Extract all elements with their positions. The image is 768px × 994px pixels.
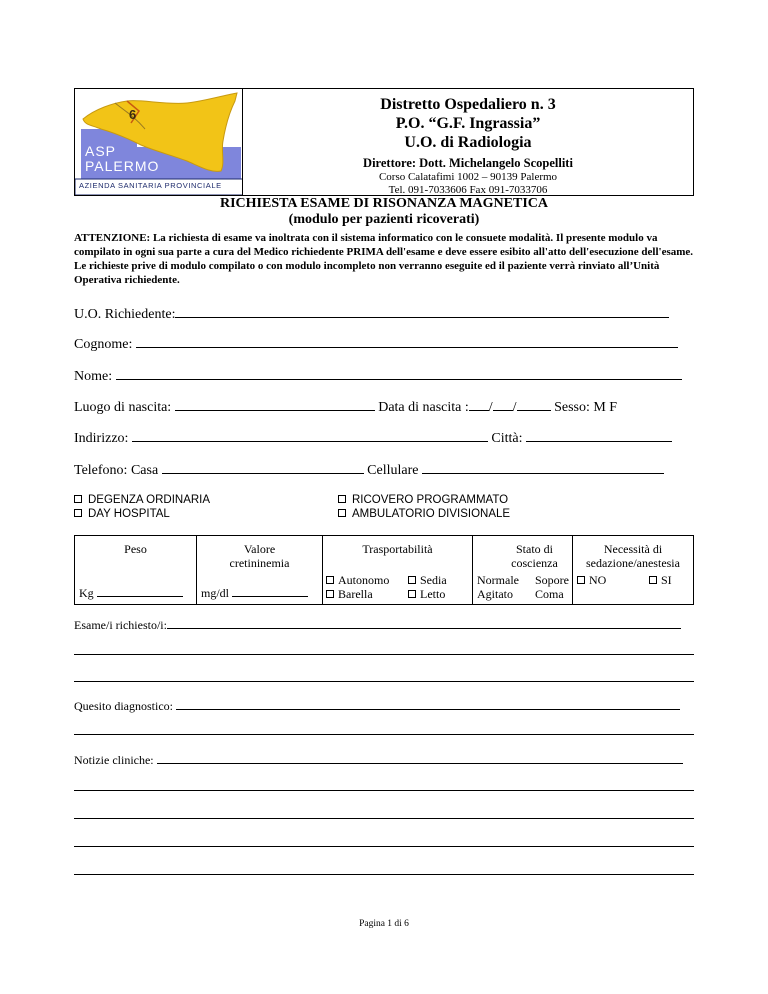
day-hospital-checkbox[interactable] bbox=[74, 509, 82, 517]
creatininemia-column bbox=[197, 536, 323, 604]
data-nascita-year[interactable] bbox=[517, 397, 551, 411]
logo-azienda-text: AZIENDA SANITARIA PROVINCIALE bbox=[79, 181, 222, 190]
autonomo-checkbox[interactable] bbox=[326, 576, 334, 584]
document-title: RICHIESTA ESAME DI RISONANZA MAGNETICA bbox=[219, 196, 549, 211]
address-text: Corso Calatafimi 1002 – 90139 Palermo bbox=[378, 171, 558, 183]
sedazione-si-checkbox[interactable] bbox=[649, 576, 657, 584]
creatininemia-header-line2: cretininemia bbox=[229, 556, 290, 570]
cognome-field[interactable] bbox=[74, 334, 678, 354]
sedazione-header-line2: sedazione/anestesia bbox=[586, 556, 680, 570]
sedazione-column bbox=[573, 536, 693, 604]
presidio-heading: P.O. “G.F. Ingrassia” bbox=[395, 115, 541, 132]
sedazione-no-option[interactable] bbox=[577, 573, 606, 588]
barella-checkbox[interactable] bbox=[326, 590, 334, 598]
ricovero-programmato-label: RICOVERO PROGRAMMATO bbox=[352, 494, 509, 506]
unita-operativa-heading: U.O. di Radiologia bbox=[404, 134, 532, 151]
trasportabilita-header: Trasportabilità bbox=[362, 542, 433, 556]
citta-label: Città: bbox=[491, 431, 523, 446]
notizie-cliniche-label: Notizie cliniche: bbox=[74, 753, 154, 767]
logo-palermo-text: PALERMO bbox=[85, 158, 160, 174]
sedazione-no-checkbox[interactable] bbox=[577, 576, 585, 584]
creatininemia-line[interactable] bbox=[232, 586, 308, 597]
autonomo-option[interactable] bbox=[326, 573, 389, 588]
telefono-row bbox=[74, 460, 664, 480]
sedazione-si-option[interactable] bbox=[649, 573, 672, 588]
notizie-cliniche-line[interactable] bbox=[157, 752, 683, 764]
creatininemia-header bbox=[197, 542, 322, 570]
nome-line[interactable] bbox=[116, 366, 682, 380]
sedazione-header bbox=[573, 542, 693, 570]
logo-number: 6 bbox=[129, 107, 137, 122]
sedazione-no-label: NO bbox=[589, 573, 607, 587]
day-hospital-option[interactable] bbox=[74, 507, 170, 522]
sedazione-si-label: SI bbox=[661, 573, 672, 587]
indirizzo-label: Indirizzo: bbox=[74, 431, 129, 446]
peso-column bbox=[75, 536, 197, 604]
sesso-label[interactable]: Sesso: M F bbox=[554, 400, 618, 415]
data-nascita-day[interactable] bbox=[469, 397, 489, 411]
esami-richiesti-line[interactable] bbox=[167, 617, 681, 629]
cognome-label: Cognome: bbox=[74, 337, 133, 352]
ambulatorio-divisionale-checkbox[interactable] bbox=[338, 509, 346, 517]
luogo-nascita-label: Luogo di nascita: bbox=[74, 400, 172, 415]
notizie-cliniche-field[interactable] bbox=[74, 752, 683, 768]
header-box bbox=[74, 88, 694, 196]
letto-label: Letto bbox=[420, 587, 446, 601]
stato-coscienza-header bbox=[473, 542, 572, 570]
cellulare-line[interactable] bbox=[422, 460, 664, 474]
data-nascita-month[interactable] bbox=[493, 397, 513, 411]
phone-fax-text: Tel. 091-7033606 Fax 091-7033706 bbox=[388, 184, 548, 196]
ricovero-programmato-checkbox[interactable] bbox=[338, 495, 346, 503]
telefono-casa-label: Telefono: Casa bbox=[74, 463, 159, 478]
quesito-extra-line-1[interactable] bbox=[74, 734, 694, 735]
cellulare-label: Cellulare bbox=[367, 463, 419, 478]
telefono-casa-line[interactable] bbox=[162, 460, 364, 474]
esami-richiesti-label: Esame/i richiesto/i: bbox=[74, 618, 167, 632]
sedia-checkbox[interactable] bbox=[408, 576, 416, 584]
quesito-diagnostico-label: Quesito diagnostico: bbox=[74, 699, 173, 713]
sedia-option[interactable] bbox=[408, 573, 447, 588]
quesito-diagnostico-field[interactable] bbox=[74, 698, 680, 714]
warning-text: La richiesta di esame va inoltrata con il sistema informatico con le consuete modalità. Il presente modulo va compilato in ogni sua parte a cura del Medico richiedente PRIMA dell'esame e deve essere esibito all'atto dell'esecuzione dell'esame. Le richieste prive di modulo compilato o con modulo incompleto non verranno eseguite ed il paziente verrà rinviato all’Unità Operativa richiedente. bbox=[74, 232, 694, 286]
sopore-option[interactable]: Sopore bbox=[535, 573, 569, 587]
degenza-ordinaria-label: DEGENZA ORDINARIA bbox=[88, 494, 211, 506]
day-hospital-label: DAY HOSPITAL bbox=[88, 508, 170, 520]
stato-coscienza-column bbox=[473, 536, 573, 604]
coma-option[interactable]: Coma bbox=[535, 587, 564, 601]
notizie-extra-line-2[interactable] bbox=[74, 818, 694, 819]
notizie-extra-line-3[interactable] bbox=[74, 846, 694, 847]
nome-field[interactable] bbox=[74, 366, 682, 386]
uo-richiedente-line[interactable] bbox=[175, 304, 669, 318]
date-separator-1: / bbox=[488, 400, 493, 415]
data-nascita-label: Data di nascita : bbox=[378, 400, 469, 415]
nascita-row bbox=[74, 397, 617, 417]
sedazione-header-line1: Necessità di bbox=[603, 542, 663, 556]
warning-label: ATTENZIONE: bbox=[74, 232, 151, 244]
letto-checkbox[interactable] bbox=[408, 590, 416, 598]
clinical-info-table bbox=[74, 535, 694, 605]
notizie-extra-line-1[interactable] bbox=[74, 790, 694, 791]
date-separator-2: / bbox=[512, 400, 517, 415]
indirizzo-row bbox=[74, 428, 672, 448]
nome-label: Nome: bbox=[74, 369, 113, 384]
esami-richiesti-field[interactable] bbox=[74, 617, 681, 633]
esami-extra-line-1[interactable] bbox=[74, 654, 694, 655]
letto-option[interactable] bbox=[408, 587, 445, 602]
luogo-nascita-line[interactable] bbox=[175, 397, 375, 411]
degenza-ordinaria-option[interactable] bbox=[74, 493, 210, 508]
creatininemia-header-line1: Valore bbox=[243, 542, 276, 556]
ambulatorio-divisionale-option[interactable] bbox=[338, 507, 510, 522]
ambulatorio-divisionale-label: AMBULATORIO DIVISIONALE bbox=[352, 508, 511, 520]
degenza-ordinaria-checkbox[interactable] bbox=[74, 495, 82, 503]
barella-option[interactable] bbox=[326, 587, 373, 602]
document-subtitle: (modulo per pazienti ricoverati) bbox=[288, 212, 480, 227]
peso-cell[interactable] bbox=[79, 586, 183, 601]
peso-line[interactable] bbox=[97, 586, 183, 597]
barella-label: Barella bbox=[338, 587, 373, 601]
logo-asp-text: ASP bbox=[85, 143, 117, 159]
creatininemia-cell[interactable] bbox=[201, 586, 308, 601]
sedia-label: Sedia bbox=[420, 573, 447, 587]
esami-extra-line-2[interactable] bbox=[74, 681, 694, 682]
notizie-extra-line-4[interactable] bbox=[74, 874, 694, 875]
stato-coscienza-header-line1: Stato di bbox=[515, 542, 553, 556]
agitato-option[interactable]: Agitato bbox=[477, 587, 513, 601]
uo-richiedente-label: U.O. Richiedente: bbox=[74, 307, 176, 322]
header-text bbox=[243, 89, 693, 197]
sicily-map-logo-icon bbox=[75, 89, 243, 195]
quesito-diagnostico-line[interactable] bbox=[176, 698, 680, 710]
mgdl-unit-label: mg/dl bbox=[201, 586, 230, 600]
distretto-heading: Distretto Ospedaliero n. 3 bbox=[380, 96, 556, 113]
citta-line[interactable] bbox=[526, 428, 672, 442]
page-number: Pagina 1 di 6 bbox=[359, 919, 409, 929]
trasportabilita-column bbox=[323, 536, 473, 604]
indirizzo-line[interactable] bbox=[132, 428, 488, 442]
asp-palermo-logo bbox=[75, 89, 243, 195]
direttore-text: Direttore: Dott. Michelangelo Scopelliti bbox=[363, 156, 573, 170]
warning-notice bbox=[74, 231, 694, 287]
cognome-line[interactable] bbox=[136, 334, 678, 348]
peso-header: Peso bbox=[124, 542, 147, 556]
stato-coscienza-header-line2: coscienza bbox=[511, 556, 558, 570]
normale-option[interactable]: Normale bbox=[477, 573, 519, 587]
kg-unit-label: Kg bbox=[79, 586, 94, 600]
uo-richiedente-field[interactable] bbox=[74, 304, 669, 324]
ricovero-programmato-option[interactable] bbox=[338, 493, 508, 508]
autonomo-label: Autonomo bbox=[338, 573, 390, 587]
